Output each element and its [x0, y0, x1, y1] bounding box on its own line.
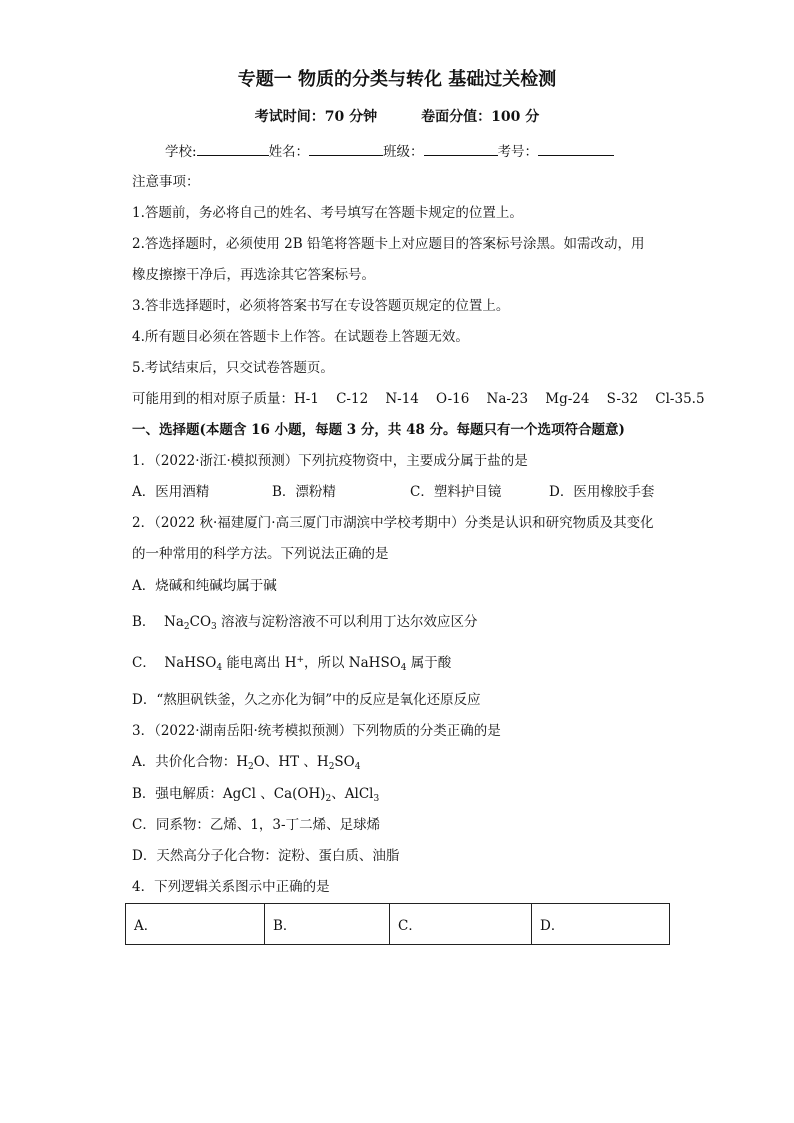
number-label: 考号： [497, 144, 539, 160]
q2-option-c[interactable] [132, 653, 451, 673]
q3-b-sub: 3 [373, 794, 380, 804]
atomic-masses: 可能用到的相对原子质量：H-1 C-12 N-14 O-16 Na-23 Mg-24 S-32 Cl-35.5 [132, 391, 705, 407]
q3-a-text: SO [334, 754, 355, 770]
q3-a-sub: 2 [328, 762, 335, 772]
q3-stem: 3．（2022·湖南岳阳·统考模拟预测）下列物质的分类正确的是 [132, 723, 501, 739]
q2-c-text: C． NaHSO [132, 655, 217, 671]
note-1: 1.答题前，务必将自己的姓名、考号填写在答题卡规定的位置上。 [132, 205, 523, 221]
q3-option-b[interactable] [132, 784, 379, 804]
note-2-line-1: 2.答选择题时，必须使用 2B 铅笔将答题卡上对应题目的答案标号涂黑。如需改动，用 [132, 236, 645, 252]
q3-b-text: 、AlCl [331, 786, 374, 802]
q3-option-d[interactable]: D．天然高分子化合物：淀粉、蛋白质、油脂 [132, 848, 400, 864]
q1-stem: 1．（2022·浙江·模拟预测）下列抗疫物资中，主要成分属于盐的是 [132, 453, 528, 469]
page-title: 专题一 物质的分类与转化 基础过关检测 [237, 69, 557, 90]
q2-b-sub: 3 [211, 622, 217, 632]
number-blank[interactable] [538, 141, 614, 156]
student-info-line [165, 141, 614, 162]
q2-stem-line-2: 的一种常用的科学方法。下列说法正确的是 [132, 546, 389, 562]
q2-c-text: 能电离出 H [222, 655, 297, 671]
q3-option-c[interactable]: C．同系物：乙烯、1，3-丁二烯、足球烯 [132, 817, 381, 833]
q3-a-sub: 2 [248, 762, 254, 772]
q1-option-b[interactable]: B．漂粉精 [272, 484, 336, 500]
class-blank[interactable] [424, 141, 498, 156]
q3-a-text: O、HT 、H [253, 754, 329, 770]
note-4: 4.所有题目必须在答题卡上作答。在试题卷上答题无效。 [132, 329, 469, 345]
exam-score: 卷面分值：100 分 [421, 109, 540, 125]
q3-option-a[interactable] [132, 752, 360, 772]
q4-option-c[interactable]: C． [390, 904, 532, 945]
q2-c-text: 属于酸 [406, 655, 452, 671]
q4-options-table [125, 903, 670, 945]
section-1-heading: 一、选择题(本题含 16 小题，每题 3 分，共 48 分。每题只有一个选项符合题意) [132, 422, 625, 438]
q2-option-a[interactable]: A．烧碱和纯碱均属于碱 [132, 578, 277, 594]
q1-option-c[interactable]: C．塑料护目镜 [410, 484, 502, 500]
q2-b-text: B． Na [132, 614, 184, 630]
q2-option-d[interactable]: D．“熬胆矾铁釜，久之亦化为铜”中的反应是氧化还原反应 [132, 692, 481, 708]
exam-meta [0, 107, 794, 127]
notes-heading: 注意事项： [132, 174, 200, 190]
q1-option-d[interactable]: D．医用橡胶手套 [549, 484, 655, 500]
note-3: 3.答非选择题时，必须将答案书写在专设答题页规定的位置上。 [132, 298, 510, 314]
q2-option-b[interactable] [132, 612, 478, 632]
q2-b-text: CO [189, 614, 212, 630]
q4-option-d[interactable]: D． [532, 904, 670, 945]
q1-option-a[interactable]: A．医用酒精 [132, 484, 210, 500]
q4-option-a[interactable]: A． [126, 904, 265, 945]
q3-a-sub: 4 [354, 762, 361, 772]
q4-option-b[interactable]: B． [265, 904, 390, 945]
q2-stem-line-1: 2．（2022 秋·福建厦门·高三厦门市湖滨中学校考期中）分类是认识和研究物质及其变化 [132, 515, 654, 531]
note-2-line-2: 橡皮擦擦干净后，再选涂其它答案标号。 [132, 267, 375, 283]
school-label: 学校: [165, 144, 197, 160]
q2-c-sup: + [296, 655, 305, 665]
name-label: 姓名： [268, 144, 310, 160]
q2-b-text: 溶液与淀粉溶液不可以利用丁达尔效应区分 [216, 614, 478, 630]
q2-b-sub: 2 [183, 622, 190, 632]
school-blank[interactable] [197, 141, 269, 156]
q3-b-sub: 2 [325, 794, 332, 804]
q3-a-text: A．共价化合物：H [132, 754, 249, 770]
note-5: 5.考试结束后，只交试卷答题页。 [132, 360, 334, 376]
q4-stem: 4．下列逻辑关系图示中正确的是 [132, 879, 330, 895]
q2-c-sub: 4 [400, 663, 407, 673]
exam-time: 考试时间：70 分钟 [254, 109, 378, 125]
class-label: 班级： [383, 144, 424, 160]
q3-b-text: B．强电解质：AgCl 、Ca(OH) [132, 786, 326, 802]
name-blank[interactable] [309, 141, 383, 156]
q2-c-sub: 4 [216, 663, 223, 673]
q2-c-text: ，所以 NaHSO [304, 655, 401, 671]
